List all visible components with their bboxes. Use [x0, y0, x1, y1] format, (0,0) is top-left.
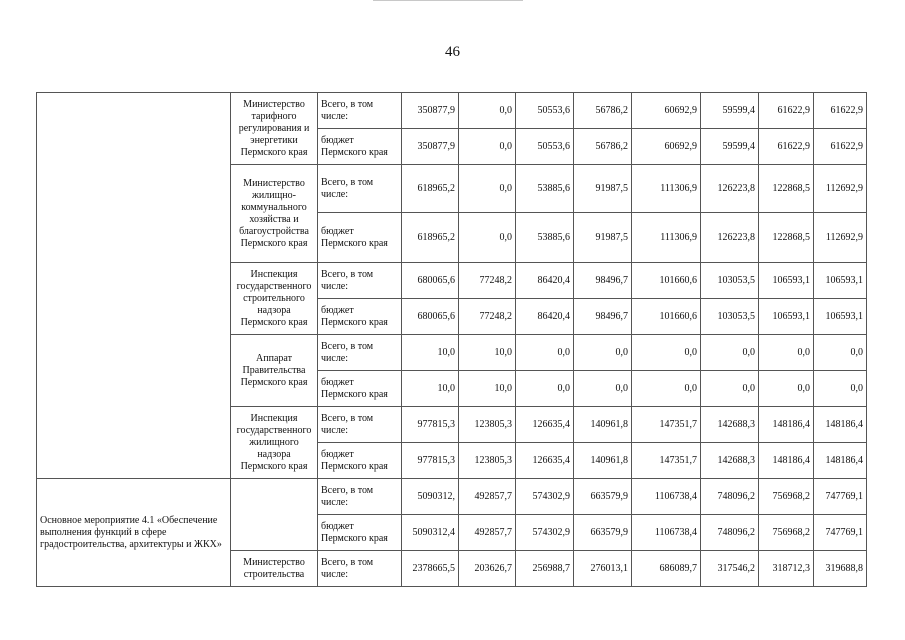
- value-cell: 148186,4: [759, 407, 814, 443]
- value-cell: 350877,9: [402, 129, 459, 165]
- value-cell: 977815,3: [402, 443, 459, 479]
- value-cell: 142688,3: [701, 407, 759, 443]
- value-cell: 0,0: [574, 371, 632, 407]
- table-row: [37, 93, 867, 129]
- value-cell: 147351,7: [632, 443, 701, 479]
- value-cell: 756968,2: [759, 479, 814, 515]
- value-cell: 2378665,5: [402, 551, 459, 587]
- value-cell: 0,0: [701, 371, 759, 407]
- value-cell: 680065,6: [402, 263, 459, 299]
- value-cell: 0,0: [759, 335, 814, 371]
- funding-type-cell: бюджет Пермского края: [318, 129, 402, 165]
- measure-cell: Основное мероприятие 4.1 «Обеспечение выполнения функций в сфере градостроительства, архитектуры и ЖКХ»: [37, 479, 231, 587]
- value-cell: 0,0: [759, 371, 814, 407]
- value-cell: 5090312,: [402, 479, 459, 515]
- value-cell: 148186,4: [814, 443, 867, 479]
- value-cell: 77248,2: [459, 263, 516, 299]
- value-cell: 106593,1: [814, 263, 867, 299]
- value-cell: 0,0: [814, 335, 867, 371]
- value-cell: 61622,9: [814, 93, 867, 129]
- funding-type-cell: Всего, в том числе:: [318, 479, 402, 515]
- value-cell: 663579,9: [574, 479, 632, 515]
- value-cell: 123805,3: [459, 407, 516, 443]
- value-cell: 59599,4: [701, 129, 759, 165]
- value-cell: 10,0: [459, 335, 516, 371]
- funding-type-cell: бюджет Пермского края: [318, 371, 402, 407]
- value-cell: 319688,8: [814, 551, 867, 587]
- value-cell: 60692,9: [632, 93, 701, 129]
- value-cell: 747769,1: [814, 479, 867, 515]
- value-cell: 98496,7: [574, 299, 632, 335]
- agency-cell: Министерство жилищно-коммунального хозяйства и благоустройства Пермского края: [231, 165, 318, 263]
- value-cell: 1106738,4: [632, 479, 701, 515]
- value-cell: 276013,1: [574, 551, 632, 587]
- value-cell: 50553,6: [516, 93, 574, 129]
- funding-type-cell: Всего, в том числе:: [318, 93, 402, 129]
- agency-cell: Министерство тарифного регулирования и энергетики Пермского края: [231, 93, 318, 165]
- value-cell: 747769,1: [814, 515, 867, 551]
- empty-measure-cell: [37, 93, 231, 479]
- value-cell: 748096,2: [701, 515, 759, 551]
- value-cell: 1106738,4: [632, 515, 701, 551]
- value-cell: 53885,6: [516, 213, 574, 263]
- value-cell: 98496,7: [574, 263, 632, 299]
- value-cell: 0,0: [701, 335, 759, 371]
- value-cell: 91987,5: [574, 213, 632, 263]
- value-cell: 0,0: [516, 335, 574, 371]
- value-cell: 106593,1: [759, 299, 814, 335]
- value-cell: 77248,2: [459, 299, 516, 335]
- table-row: [37, 479, 867, 515]
- value-cell: 350877,9: [402, 93, 459, 129]
- value-cell: 91987,5: [574, 165, 632, 213]
- value-cell: 61622,9: [759, 129, 814, 165]
- value-cell: 0,0: [459, 165, 516, 213]
- value-cell: 126223,8: [701, 165, 759, 213]
- value-cell: 148186,4: [814, 407, 867, 443]
- value-cell: 103053,5: [701, 299, 759, 335]
- funding-type-cell: Всего, в том числе:: [318, 335, 402, 371]
- value-cell: 618965,2: [402, 165, 459, 213]
- value-cell: 318712,3: [759, 551, 814, 587]
- value-cell: 0,0: [632, 371, 701, 407]
- value-cell: 60692,9: [632, 129, 701, 165]
- funding-type-cell: Всего, в том числе:: [318, 165, 402, 213]
- value-cell: 686089,7: [632, 551, 701, 587]
- value-cell: 126635,4: [516, 407, 574, 443]
- agency-cell: Министерство строительства: [231, 551, 318, 587]
- value-cell: 101660,6: [632, 299, 701, 335]
- value-cell: 748096,2: [701, 479, 759, 515]
- funding-type-cell: Всего, в том числе:: [318, 551, 402, 587]
- value-cell: 101660,6: [632, 263, 701, 299]
- funding-type-cell: бюджет Пермского края: [318, 299, 402, 335]
- funding-type-cell: бюджет Пермского края: [318, 443, 402, 479]
- value-cell: 123805,3: [459, 443, 516, 479]
- value-cell: 106593,1: [814, 299, 867, 335]
- value-cell: 0,0: [814, 371, 867, 407]
- value-cell: 0,0: [459, 93, 516, 129]
- value-cell: 10,0: [402, 371, 459, 407]
- page-number: 46: [445, 44, 460, 60]
- value-cell: 10,0: [459, 371, 516, 407]
- value-cell: 142688,3: [701, 443, 759, 479]
- value-cell: 574302,9: [516, 515, 574, 551]
- value-cell: 111306,9: [632, 165, 701, 213]
- value-cell: 140961,8: [574, 443, 632, 479]
- value-cell: 0,0: [574, 335, 632, 371]
- value-cell: 5090312,4: [402, 515, 459, 551]
- budget-table: [36, 92, 867, 587]
- agency-cell: [231, 479, 318, 551]
- value-cell: 56786,2: [574, 129, 632, 165]
- value-cell: 112692,9: [814, 165, 867, 213]
- value-cell: 126635,4: [516, 443, 574, 479]
- value-cell: 86420,4: [516, 299, 574, 335]
- value-cell: 663579,9: [574, 515, 632, 551]
- value-cell: 61622,9: [759, 93, 814, 129]
- agency-cell: Инспекция государственного жилищного надзора Пермского края: [231, 407, 318, 479]
- value-cell: 61622,9: [814, 129, 867, 165]
- value-cell: 680065,6: [402, 299, 459, 335]
- value-cell: 140961,8: [574, 407, 632, 443]
- value-cell: 56786,2: [574, 93, 632, 129]
- value-cell: 0,0: [459, 129, 516, 165]
- funding-type-cell: Всего, в том числе:: [318, 407, 402, 443]
- agency-cell: Инспекция государственного строительного надзора Пермского края: [231, 263, 318, 335]
- value-cell: 492857,7: [459, 515, 516, 551]
- agency-cell: Аппарат Правительства Пермского края: [231, 335, 318, 407]
- value-cell: 0,0: [632, 335, 701, 371]
- funding-type-cell: Всего, в том числе:: [318, 263, 402, 299]
- value-cell: 317546,2: [701, 551, 759, 587]
- value-cell: 122868,5: [759, 213, 814, 263]
- value-cell: 256988,7: [516, 551, 574, 587]
- value-cell: 492857,7: [459, 479, 516, 515]
- value-cell: 122868,5: [759, 165, 814, 213]
- value-cell: 112692,9: [814, 213, 867, 263]
- top-edge-line: [373, 0, 523, 1]
- value-cell: 148186,4: [759, 443, 814, 479]
- value-cell: 103053,5: [701, 263, 759, 299]
- value-cell: 0,0: [459, 213, 516, 263]
- value-cell: 126223,8: [701, 213, 759, 263]
- value-cell: 86420,4: [516, 263, 574, 299]
- funding-type-cell: бюджет Пермского края: [318, 213, 402, 263]
- value-cell: 111306,9: [632, 213, 701, 263]
- value-cell: 147351,7: [632, 407, 701, 443]
- value-cell: 574302,9: [516, 479, 574, 515]
- value-cell: 53885,6: [516, 165, 574, 213]
- value-cell: 0,0: [516, 371, 574, 407]
- value-cell: 106593,1: [759, 263, 814, 299]
- value-cell: 977815,3: [402, 407, 459, 443]
- value-cell: 618965,2: [402, 213, 459, 263]
- value-cell: 756968,2: [759, 515, 814, 551]
- value-cell: 59599,4: [701, 93, 759, 129]
- value-cell: 10,0: [402, 335, 459, 371]
- value-cell: 203626,7: [459, 551, 516, 587]
- value-cell: 50553,6: [516, 129, 574, 165]
- funding-type-cell: бюджет Пермского края: [318, 515, 402, 551]
